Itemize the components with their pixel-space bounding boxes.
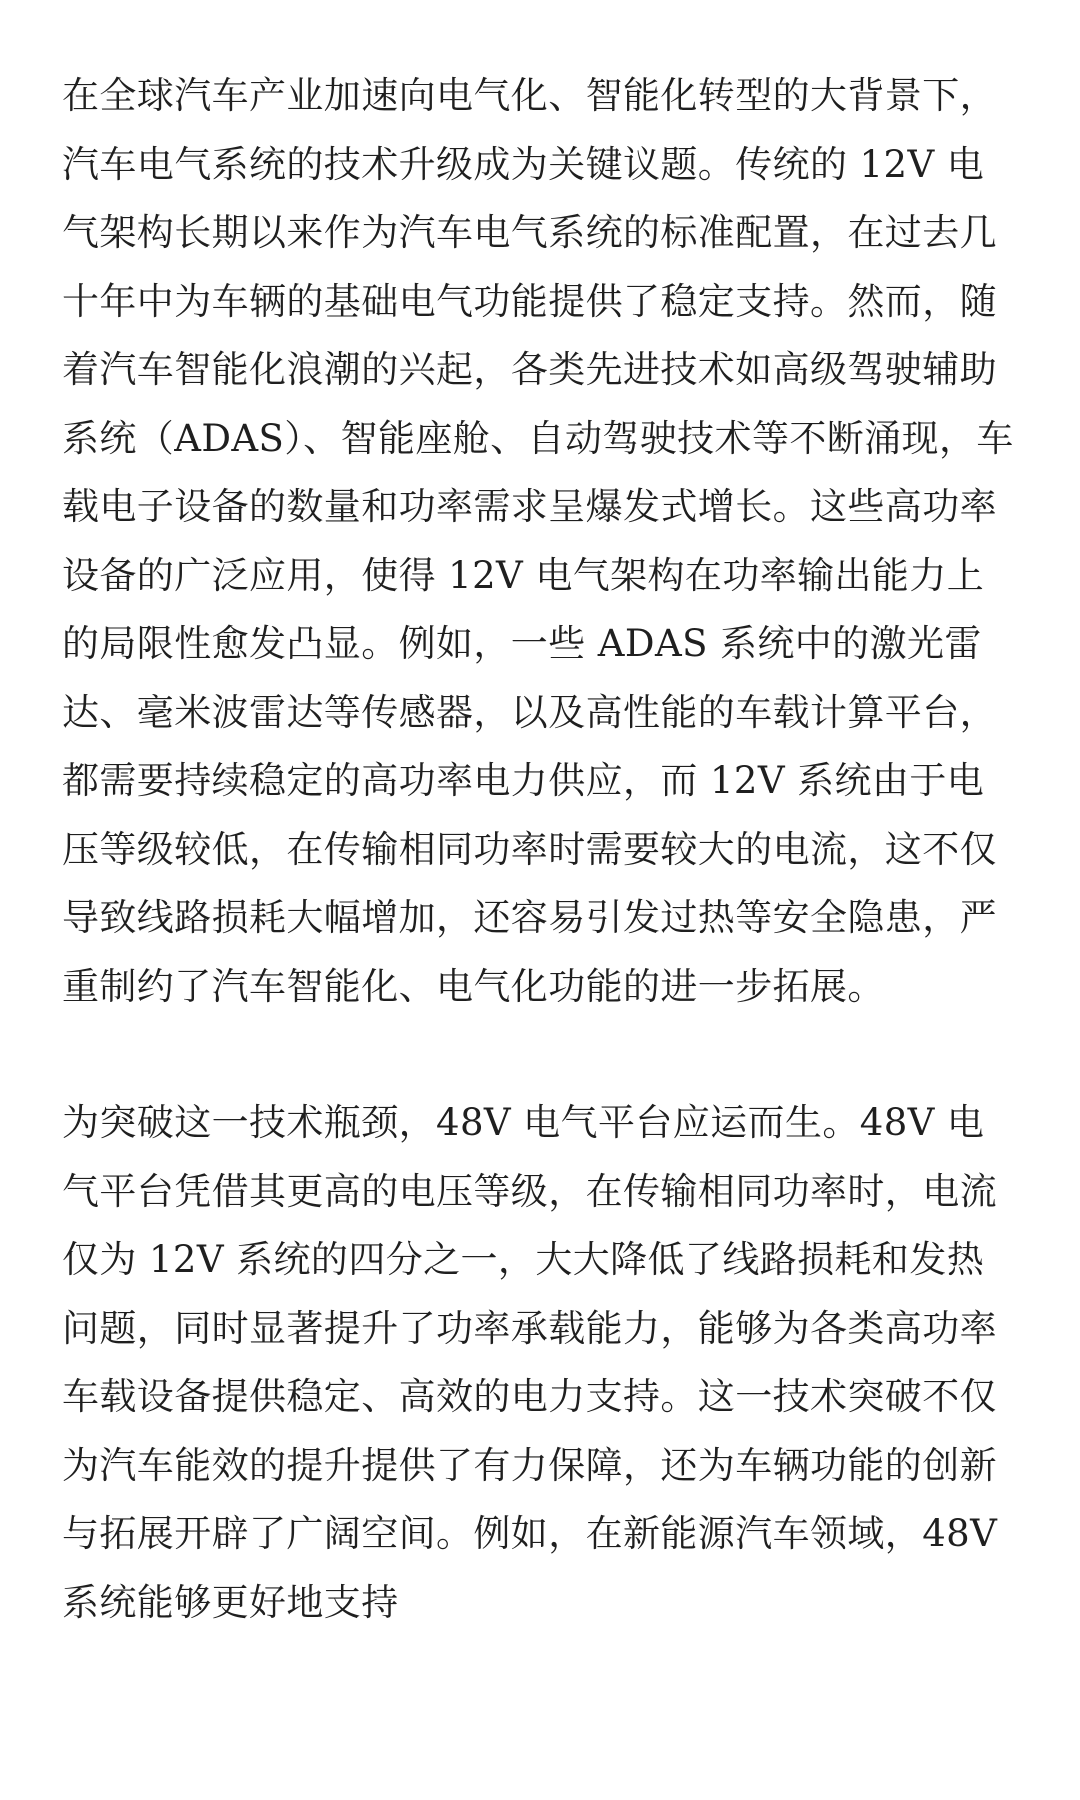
article-body (62, 62, 1018, 1637)
paragraph-12v-limitations: 在全球汽车产业加速向电气化、智能化转型的大背景下，汽车电气系统的技术升级成为关键议题。传统的 12V 电气架构长期以来作为汽车电气系统的标准配置，在过去几十年中为车辆的基础电气功能提供了稳定支持。然而，随着汽车智能化浪潮的兴起，各类先进技术如高级驾驶辅助系统（ADAS）、智能座舱、自动驾驶技术等不断涌现，车载电子设备的数量和功率需求呈爆发式增长。这些高功率设备的广泛应用，使得 12V 电气架构在功率输出能力上的局限性愈发凸显。例如，一些 ADAS 系统中的激光雷达、毫米波雷达等传感器，以及高性能的车载计算平台，都需要持续稳定的高功率电力供应，而 12V 系统由于电压等级较低，在传输相同功率时需要较大的电流，这不仅导致线路损耗大幅增加，还容易引发过热等安全隐患，严重制约了汽车智能化、电气化功能的进一步拓展。 (62, 74, 1014, 1008)
paragraph-48v-platform: 为突破这一技术瓶颈，48V 电气平台应运而生。48V 电气平台凭借其更高的电压等级，在传输相同功率时，电流仅为 12V 系统的四分之一，大大降低了线路损耗和发热问题，同时显著提升了功率承载能力，能够为各类高功率车载设备提供稳定、高效的电力支持。这一技术突破不仅为汽车能效的提升提供了有力保障，还为车辆功能的创新与拓展开辟了广阔空间。例如，在新能源汽车领域，48V 系统能够更好地支持 (62, 1101, 998, 1624)
paragraph-spacer (62, 1021, 1018, 1089)
